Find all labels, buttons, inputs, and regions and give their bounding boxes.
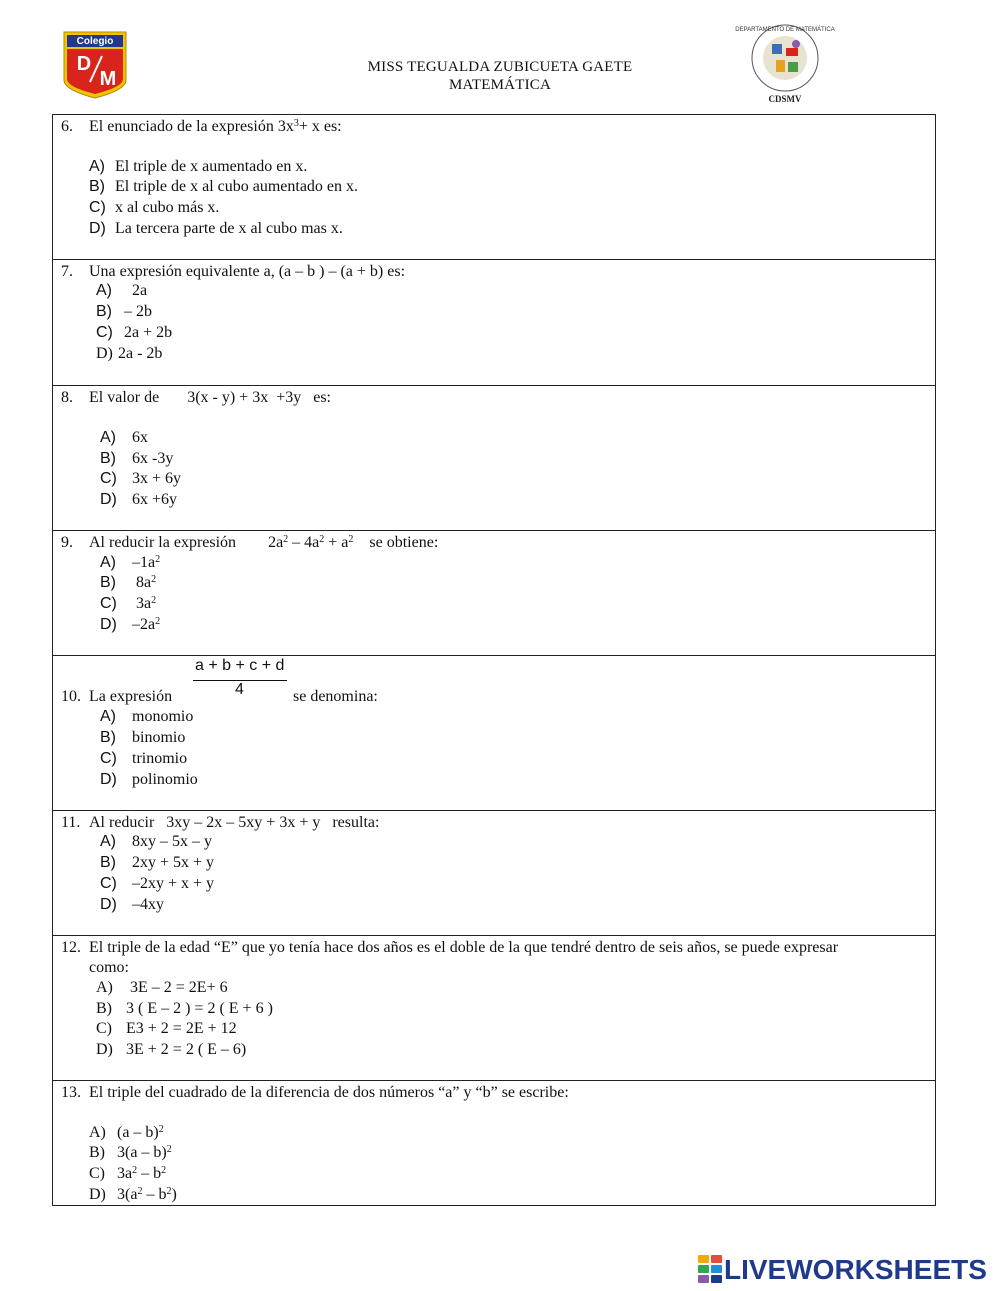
- question-6-option-c[interactable]: C) x al cubo más x.: [89, 199, 220, 216]
- school-logo: [62, 30, 128, 100]
- question-9-option-b[interactable]: B) $8a^2$: [100, 574, 157, 591]
- question-8-option-b[interactable]: B) 6x -3y: [100, 450, 174, 467]
- question-11-option-d[interactable]: D) –4xy: [100, 896, 164, 913]
- question-6: [52, 114, 936, 260]
- liveworksheets-logo-icon: [698, 1255, 722, 1283]
- question-6-option-d[interactable]: D) La tercera parte de x al cubo mas x.: [89, 220, 343, 237]
- question-12-option-a[interactable]: A) 3E – 2 = 2E+ 6: [96, 979, 228, 996]
- question-9-option-a[interactable]: A) $-1a^2$: [100, 554, 161, 571]
- question-7-option-b[interactable]: B) – 2b: [96, 303, 152, 320]
- question-7-stem: 7. Una expresión equivalente a, (a – b ) – (a + b) es:: [61, 263, 406, 280]
- question-7-option-c[interactable]: C) 2a + 2b: [96, 324, 173, 341]
- question-6-option-b[interactable]: B) El triple de x al cubo aumentado en x.: [89, 178, 359, 195]
- question-13-option-a[interactable]: A) (a – b)$^2$: [89, 1124, 164, 1141]
- question-8-stem: 8. El valor de 3(x - y) + 3x +3y es:: [61, 389, 331, 406]
- question-11-option-a[interactable]: A) 8xy – 5x – y: [100, 833, 212, 850]
- question-12-option-d[interactable]: D) 3E + 2 = 2 ( E – 6): [96, 1041, 247, 1058]
- question-8-option-c[interactable]: C) 3x + 6y: [100, 470, 182, 487]
- fraction-numerator: a + b + c + d: [195, 657, 285, 674]
- teacher-name: MISS TEGUALDA ZUBICUETA GAETE: [367, 59, 633, 75]
- question-12-stem-line2: como:: [89, 959, 129, 976]
- question-7-option-d[interactable]: D) 2a - 2b: [96, 345, 163, 362]
- question-10-option-a[interactable]: A) monomio: [100, 708, 194, 725]
- question-6-option-a[interactable]: A) El triple de x aumentado en x.: [89, 158, 308, 175]
- question-12: [52, 935, 936, 1081]
- department-logo-caption: CDSMV: [768, 94, 802, 104]
- question-8-option-d[interactable]: D) 6x +6y: [100, 491, 178, 508]
- question-10-option-b[interactable]: B) binomio: [100, 729, 186, 746]
- subject-name: MATEMÁTICA: [449, 77, 551, 93]
- question-7: [52, 259, 936, 386]
- question-13: [52, 1080, 936, 1206]
- question-10: [52, 655, 936, 811]
- question-11-option-c[interactable]: C) –2xy + x + y: [100, 875, 215, 892]
- question-10-stem-rest: se denomina:: [293, 688, 378, 705]
- question-10-option-c[interactable]: C) trinomio: [100, 750, 188, 767]
- header-title: [300, 58, 700, 94]
- fraction-denominator: 4: [235, 681, 244, 698]
- liveworksheets-brand[interactable]: [698, 1254, 987, 1285]
- question-9-option-d[interactable]: D) $-2a^2$: [100, 616, 161, 633]
- school-logo-top: Colegio: [76, 36, 114, 47]
- liveworksheets-text: LIVEWORKSHEETS: [724, 1254, 987, 1285]
- svg-text:M: M: [99, 68, 117, 90]
- question-6-stem: 6. El enunciado de la expresión $3x^3+ x$ es:: [61, 118, 342, 135]
- question-8: [52, 385, 936, 531]
- question-7-option-a[interactable]: A) 2a: [96, 282, 148, 299]
- svg-text:DEPARTAMENTO DE MATEMÁTICA: DEPARTAMENTO DE MATEMÁTICA: [735, 27, 835, 33]
- question-8-option-a[interactable]: A) 6x: [100, 429, 148, 446]
- question-11: [52, 810, 936, 936]
- question-9-option-c[interactable]: C) $3a^2$: [100, 595, 157, 612]
- svg-text:D: D: [76, 53, 92, 75]
- question-9-stem: 9. Al reducir la expresión $2a^2 - 4a^2 + a^2$ se obtiene:: [61, 534, 439, 551]
- question-9: [52, 530, 936, 656]
- question-10-option-d[interactable]: D) polinomio: [100, 771, 198, 788]
- question-11-option-b[interactable]: B) 2xy + 5x + y: [100, 854, 215, 871]
- department-logo: [735, 22, 835, 104]
- question-13-stem: 13. El triple del cuadrado de la diferencia de dos números “a” y “b” se escribe:: [61, 1084, 569, 1101]
- question-12-stem: 12. El triple de la edad “E” que yo tenía hace dos años es el doble de la que tendré dentro de seis años, se puede expresar: [61, 939, 839, 956]
- question-12-option-b[interactable]: B) 3 ( E – 2 ) = 2 ( E + 6 ): [96, 1000, 273, 1017]
- question-13-option-c[interactable]: C) $3a^2 - b^2$: [89, 1165, 167, 1182]
- page-header: [0, 0, 1000, 115]
- question-13-option-b[interactable]: B) 3(a – b)$^2$: [89, 1144, 172, 1161]
- question-13-option-d[interactable]: D) $3(a^2 - b^2)$: [89, 1186, 177, 1203]
- question-11-stem: 11. Al reducir 3xy – 2x – 5xy + 3x + y resulta:: [61, 814, 380, 831]
- question-12-option-c[interactable]: C) E3 + 2 = 2E + 12: [96, 1020, 237, 1037]
- question-10-stem: 10. La expresión: [61, 688, 173, 705]
